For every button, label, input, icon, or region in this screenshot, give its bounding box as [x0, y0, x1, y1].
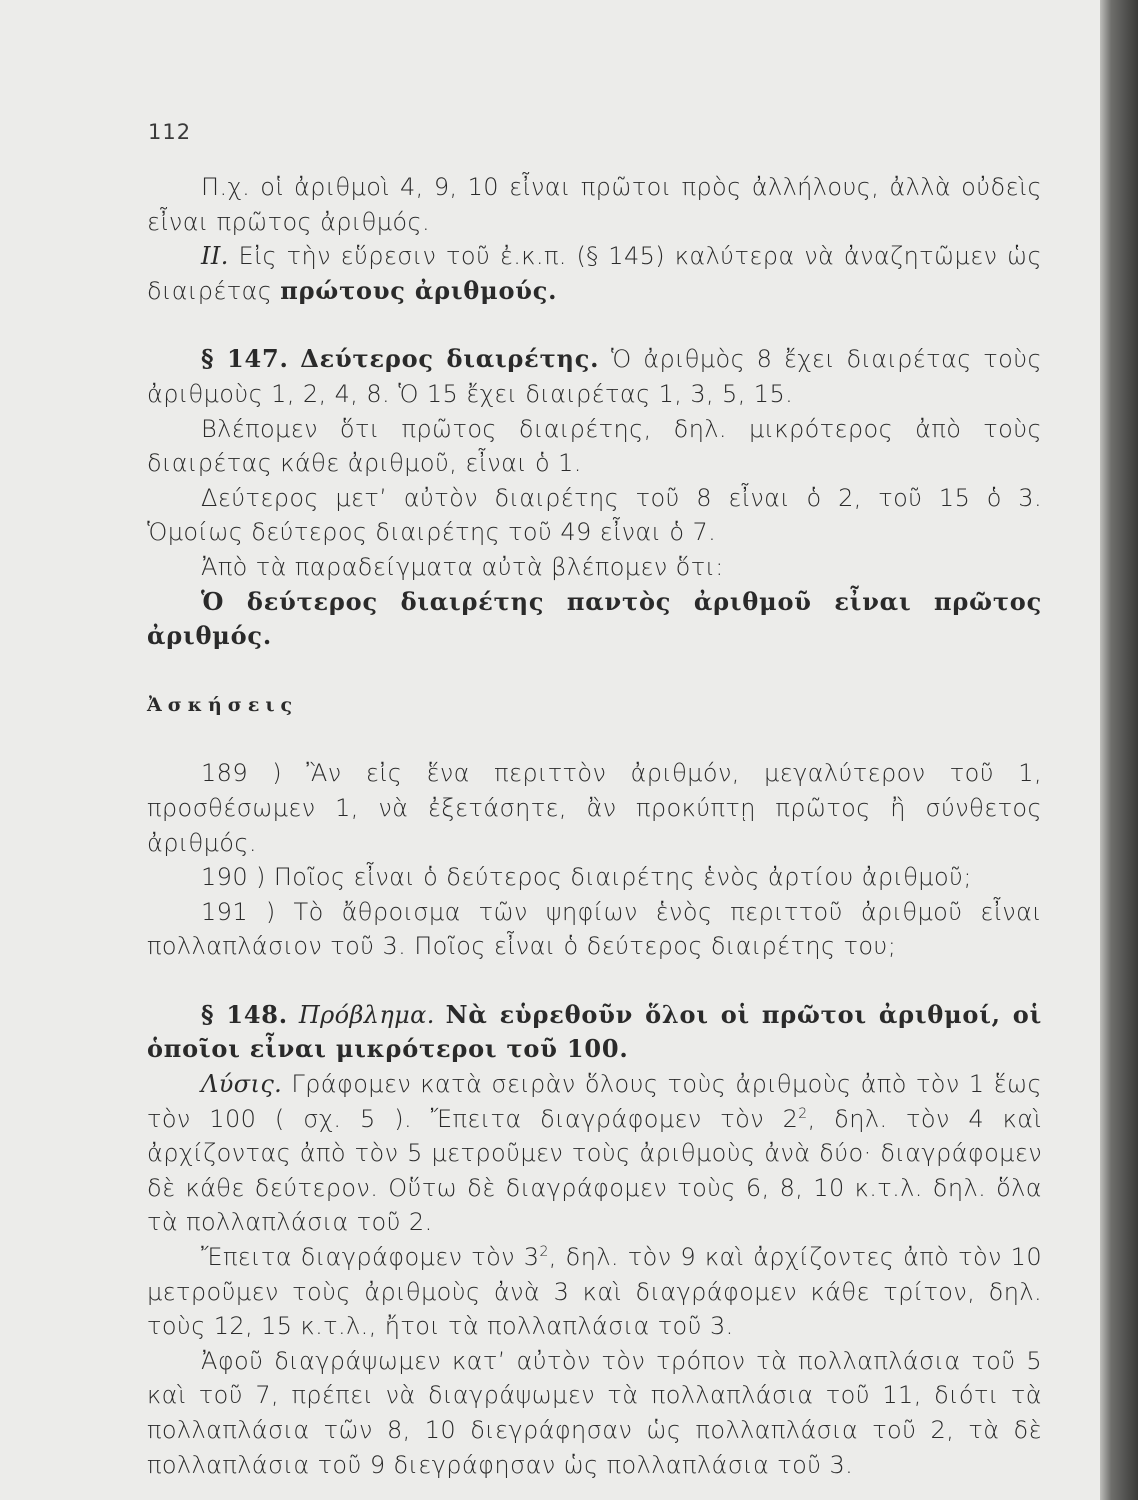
page-edge-shadow [1100, 0, 1138, 1500]
exercise-189: 189 ) Ἂν εἰς ἕνα περιττὸν ἀριθμόν, μεγαλύτερον τοῦ 1, προσθέσωμεν 1, νὰ ἐξετάσητε, ἂν προκύπτῃ πρῶτος ἢ σύνθετος ἀριθμός. [147, 759, 1042, 857]
section-148-paragraph-2 [147, 1240, 1042, 1344]
page-body [147, 170, 1042, 1482]
exercises-heading: Ἀσκήσεις [147, 693, 299, 716]
section-148-paragraph-3: Ἀφοῦ διαγράψωμεν κατ’ αὐτὸν τὸν τρόπον τὰ πολλαπλάσια τοῦ 5 καὶ τοῦ 7, πρέπει νὰ διαγράψωμεν τὰ πολλαπλάσια τοῦ 11, διότι τὰ πολλαπλάσια τῶν 8, 10 διεγράφησαν ὡς πολλαπλάσια τοῦ 2, τὰ δὲ πολλαπλάσια τοῦ 9 διεγράφησαν ὡς πολλαπλάσια τοῦ 3. [147, 1346, 1042, 1479]
section-147-number: § 147. [201, 344, 289, 374]
note-text: Εἰς τὴν εὕρεσιν τοῦ ἐ.κ.π. (§ 145) καλύτερα νὰ ἀναζητῶμεν ὡς διαιρέτας [147, 242, 1043, 305]
section-147-paragraph-3: Δεύτερος μετ’ αὐτὸν διαιρέτης τοῦ 8 εἶναι ὁ 2, τοῦ 15 ὁ 3. Ὁμοίως δεύτερος διαιρέτης τοῦ 49 εἶναι ὁ 7. [147, 483, 1042, 547]
page-number: 112 [148, 120, 192, 144]
paragraph-2-superscript: 2 [539, 1244, 549, 1261]
section-147-text: Ὁ ἀριθμὸς 8 ἔχει διαιρέτας τοὺς ἀριθμοὺς 1, 2, 4, 8. Ὁ 15 ἔχει διαιρέτας 1, 3, 5, 15. [147, 345, 1042, 408]
paragraph-example: Π.χ. οἱ ἀριθμοὶ 4, 9, 10 εἶναι πρῶτοι πρὸς ἀλλήλους, ἀλλὰ οὐδεὶς εἶναι πρῶτος ἀριθμός. [147, 173, 1042, 236]
note-marker: II. [201, 242, 229, 271]
paragraph-note-ii [147, 239, 1042, 308]
paragraph-2-text-a: Ἔπειτα διαγράφομεν τὸν 3 [201, 1243, 540, 1272]
paragraph-2-text-b: , δηλ. τὸν 9 καὶ ἀρχίζοντες ἀπὸ τὸν 10 μετροῦμεν τοὺς ἀριθμοὺς ἀνὰ 3 καὶ διαγράφομεν κάθε τρίτον, δηλ. τοὺς 12, 15 κ.τ.λ., ἤτοι τὰ πολλαπλάσια τοῦ 3. [147, 1243, 1042, 1341]
section-147-intro [147, 342, 1042, 411]
solution-superscript: 2 [798, 1105, 808, 1122]
section-148-solution [147, 1067, 1042, 1240]
solution-text-b: , δηλ. τὸν 4 καὶ ἀρχίζοντας ἀπὸ τὸν 5 μετροῦμεν τοὺς ἀριθμοὺς ἀνὰ δύο· διαγράφομεν δὲ κάθε δεύτερον. Οὕτω δὲ διαγράφομεν τοὺς 6, 8, 10 κ.τ.λ. δηλ. ὅλα τὰ πολλαπλάσια τοῦ 2. [147, 1104, 1042, 1237]
section-148-label: Πρόβλημα. [298, 1000, 435, 1029]
solution-text-a: Γράφομεν κατὰ σειρὰν ὅλους τοὺς ἀριθμοὺς ἀπὸ τὸν 1 ἕως τὸν 100 ( σχ. 5 ). Ἔπειτα διαγράφομεν τὸν 2 [147, 1070, 1043, 1133]
section-147-paragraph-4: Ἀπὸ τὰ παραδείγματα αὐτὰ βλέπομεν ὅτι: [201, 552, 724, 581]
note-bold: πρώτους ἀριθμούς. [280, 275, 558, 305]
section-148-number: § 148. [201, 999, 288, 1029]
section-147-paragraph-2: Βλέπομεν ὅτι πρῶτος διαιρέτης, δηλ. μικρότερος ἀπὸ τοὺς διαιρέτας κάθε ἀριθμοῦ, εἶναι ὁ 1. [147, 414, 1042, 478]
section-147-rule: Ὁ δεύτερος διαιρέτης παντὸς ἀριθμοῦ εἶναι πρῶτος ἀριθμός. [147, 586, 1042, 651]
exercise-190: 190 ) Ποῖος εἶναι ὁ δεύτερος διαιρέτης ἑνὸς ἀρτίου ἀριθμοῦ; [201, 863, 972, 892]
solution-label: Λύσις. [201, 1070, 283, 1099]
section-148-heading [147, 998, 1042, 1067]
section-147-title: Δεύτερος διαιρέτης. [300, 344, 600, 374]
section-148-title: Νὰ εὑρεθοῦν ὅλοι οἱ πρῶτοι ἀριθμοί, οἱ ὁποῖοι εἶναι μικρότεροι τοῦ 100. [147, 999, 1042, 1064]
exercise-191: 191 ) Τὸ ἄθροισμα τῶν ψηφίων ἑνὸς περιττοῦ ἀριθμοῦ εἶναι πολλαπλάσιον τοῦ 3. Ποῖος εἶναι ὁ δεύτερος διαιρέτης του; [147, 897, 1042, 961]
